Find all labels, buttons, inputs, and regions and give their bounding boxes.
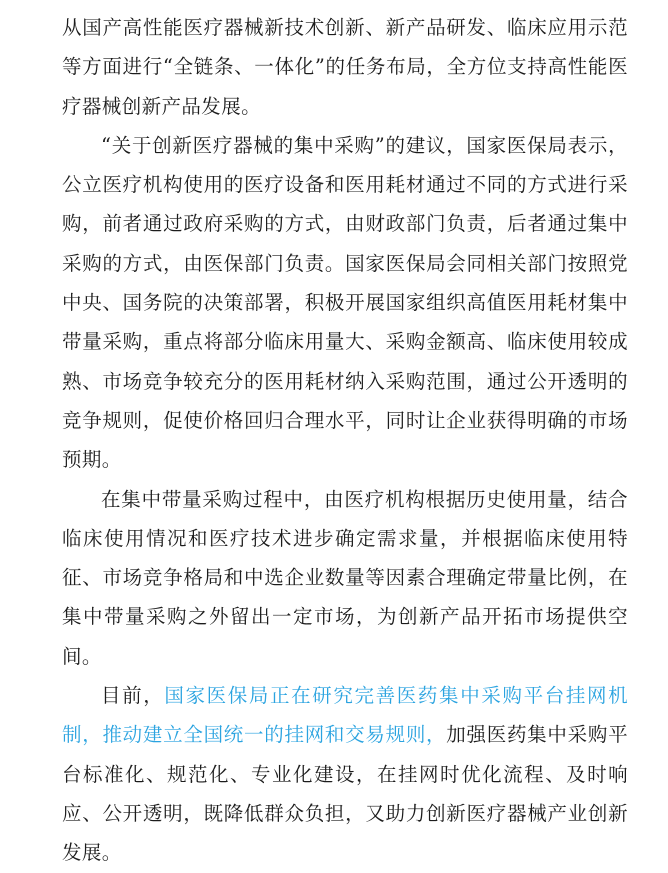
text-run: “关于创新医疗器械的集中采购”的建议，国家医保局表示，公立医疗机构使用的医疗设备和医用耗材通过不同的方式进行采购，前者通过政府采购的方式，由财政部门负责，后者通过集中采购的方式，由医保部门负责。国家医保局会同相关部门按照党中央、国务院的决策部署，积极开展国家组织高值医用耗材集中带量采购，重点将部分临床用量大、采购金额高、临床使用较成熟、市场竞争较充分的医用耗材纳入采购范围，通过公开透明的竞争规则，促使价格回归合理水平，同时让企业获得明确的市场预期。: [62, 133, 628, 472]
text-run: 在集中带量采购过程中，由医疗机构根据历史使用量，结合临床使用情况和医疗技术进步确定需求量，并根据临床使用特征、市场竞争格局和中选企业数量等因素合理确定带量比例，在集中带量采购之外留出一定市场，为创新产品开拓市场提供空间。: [62, 487, 628, 668]
paragraph: [62, 126, 628, 480]
highlighted-text-run: 国家医保局正在研究完善医药集中采购平台挂网机制，推动建立全国统一的挂网和交易规则，: [62, 684, 628, 747]
document-body: [62, 8, 628, 873]
paragraph: [62, 676, 628, 872]
text-run: 从国产高性能医疗器械新技术创新、新产品研发、临床应用示范等方面进行“全链条、一体化”的任务布局，全方位支持高性能医疗器械创新产品发展。: [62, 16, 628, 118]
text-run: 目前，: [101, 684, 165, 708]
text-run: 加强医药集中采购平台标准化、规范化、专业化建设，在挂网时优化流程、及时响应、公开透明，既降低群众负担，又助力创新医疗器械产业创新发展。: [62, 723, 628, 865]
paragraph: [62, 8, 628, 126]
paragraph: [62, 480, 628, 676]
